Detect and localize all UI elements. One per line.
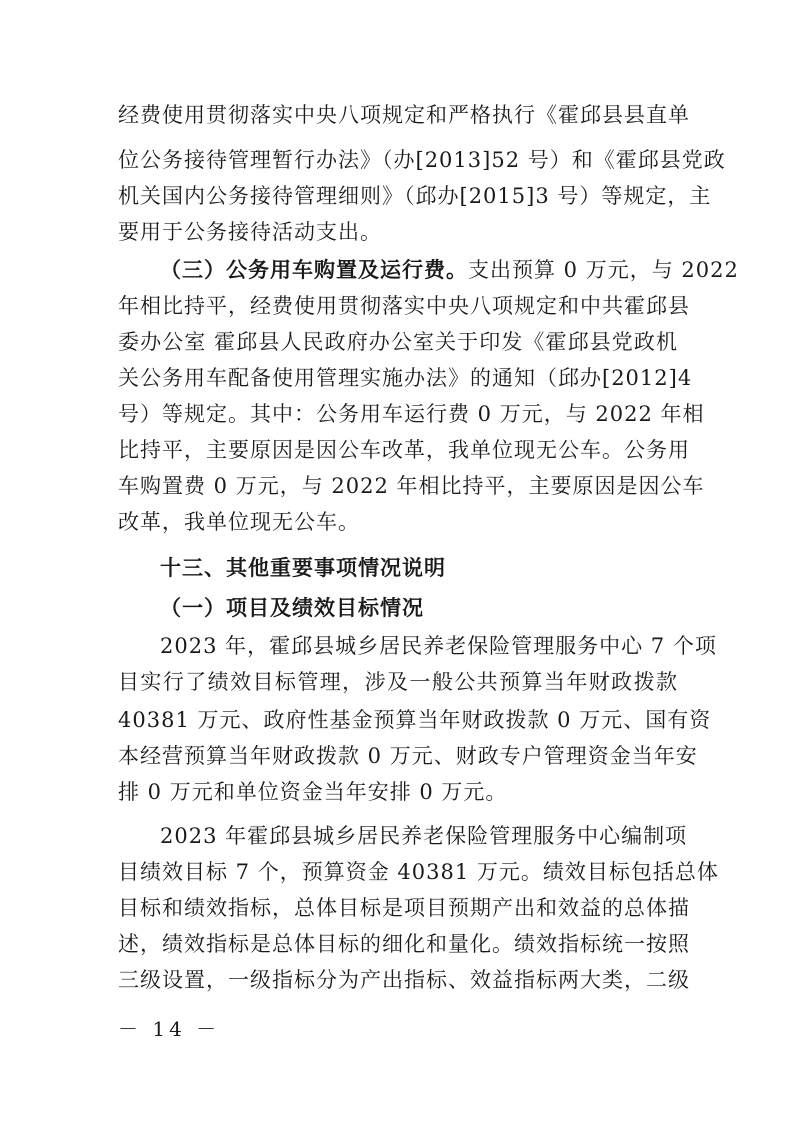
text-line: 机关国内公务接待管理细则》（邱办[2015]3 号）等规定，主 [118, 184, 712, 208]
text-line: 比持平，主要原因是因公车改革，我单位现无公车。公务用 [118, 438, 690, 462]
text-line: 车购置费 0 万元，与 2022 年相比持平，主要原因是因公车 [118, 474, 705, 498]
text-line: 排 0 万元和单位资金当年安排 0 万元。 [118, 780, 508, 804]
text-line: 改革，我单位现无公车。 [118, 510, 360, 534]
text-line: 述，绩效指标是总体目标的细化和量化。绩效指标统一按照 [118, 932, 690, 956]
inline-text: 支出预算 0 万元，与 2022 [468, 258, 739, 282]
text-line: 2023 年，霍邱县城乡居民养老保险管理服务中心 7 个项 [160, 634, 717, 658]
subsection-title: （一）项目及绩效目标情况 [160, 595, 424, 620]
text-line: 2023 年霍邱县城乡居民养老保险管理服务中心编制项 [160, 824, 688, 848]
page-number: － 14 － [118, 1017, 221, 1041]
text-line: 号）等规定。其中：公务用车运行费 0 万元，与 2022 年相 [118, 402, 705, 426]
text-line-with-heading [160, 252, 739, 288]
text-line: 要用于公务接待活动支出。 [118, 220, 382, 244]
text-line: 40381 万元、政府性基金预算当年财政拨款 0 万元、国有资 [118, 708, 712, 732]
text-line: 本经营预算当年财政拨款 0 万元、财政专户管理资金当年安 [118, 744, 698, 768]
text-line: 目标和绩效指标，总体目标是项目预期产出和效益的总体描 [118, 896, 690, 920]
section-title: 十三、其他重要事项情况说明 [160, 555, 446, 580]
text-line: 委办公室 霍邱县人民政府办公室关于印发《霍邱县党政机 [118, 330, 678, 354]
inline-heading: （三）公务用车购置及运行费。 [160, 257, 468, 282]
text-line: 目绩效目标 7 个，预算资金 40381 万元。绩效目标包括总体 [118, 860, 719, 884]
text-line: 经费使用贯彻落实中央八项规定和严格执行《霍邱县县直单 [118, 103, 690, 127]
text-line: 三级设置，一级指标分为产出指标、效益指标两大类，二级 [118, 968, 690, 992]
text-line: 年相比持平，经费使用贯彻落实中央八项规定和中共霍邱县 [118, 294, 690, 318]
text-line: 目实行了绩效目标管理，涉及一般公共预算当年财政拨款 [118, 670, 678, 694]
text-line: 关公务用车配备使用管理实施办法》的通知（邱办[2012]4 [118, 366, 693, 390]
text-line: 位公务接待管理暂行办法》（办[2013]52 号）和《霍邱县党政 [118, 148, 726, 172]
